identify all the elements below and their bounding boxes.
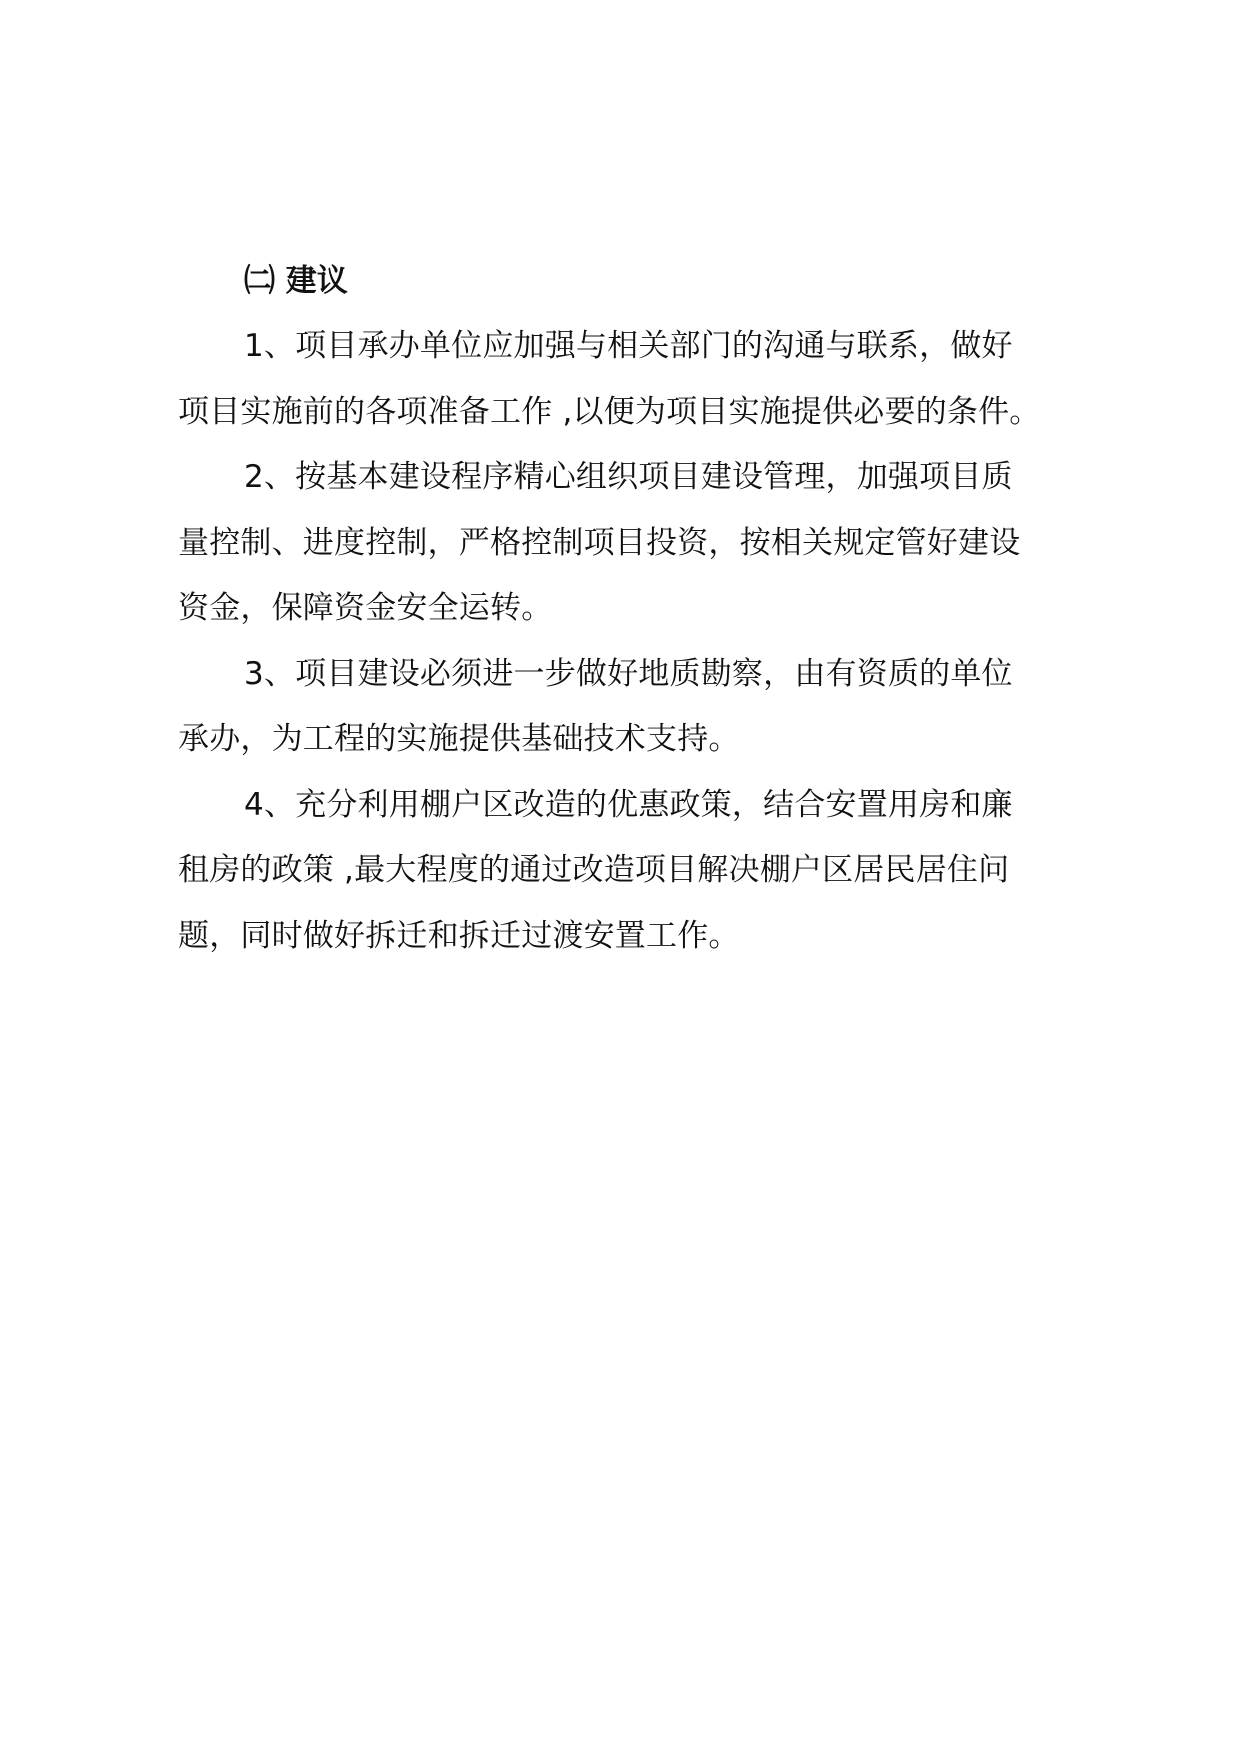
paragraph-line: 量控制、进度控制，严格控制项目投资，按相关规定管好建设	[178, 524, 1021, 561]
paragraph-line: 4、充分利用棚户区改造的优惠政策，结合安置用房和廉	[244, 786, 1013, 823]
paragraph-line: 1、项目承办单位应加强与相关部门的沟通与联系，做好	[244, 328, 1013, 364]
paragraph-line: 3、项目建设必须进一步做好地质勘察，由有资质的单位	[244, 655, 1013, 692]
paragraph-line: 题，同时做好拆迁和拆迁过渡安置工作。	[178, 917, 740, 954]
paragraph-2	[178, 445, 1078, 642]
paragraph-3	[178, 642, 1078, 773]
paragraph-4	[178, 773, 1078, 970]
paragraph-1	[178, 314, 1078, 445]
paragraph-line: 项目实施前的各项准备工作 ,以便为项目实施提供必要的条件。	[178, 393, 1041, 430]
paragraph-line: 资金，保障资金安全运转。	[178, 590, 553, 626]
paragraph-line: 租房的政策 ,最大程度的通过改造项目解决棚户区居民居住问	[178, 852, 1010, 888]
paragraph-line: 承办，为工程的实施提供基础技术支持。	[178, 721, 740, 757]
section-heading: ㈡ 建议	[244, 263, 348, 299]
document-body	[178, 248, 1078, 969]
paragraph-line: 2、按基本建设程序精心组织项目建设管理，加强项目质	[244, 459, 1013, 495]
